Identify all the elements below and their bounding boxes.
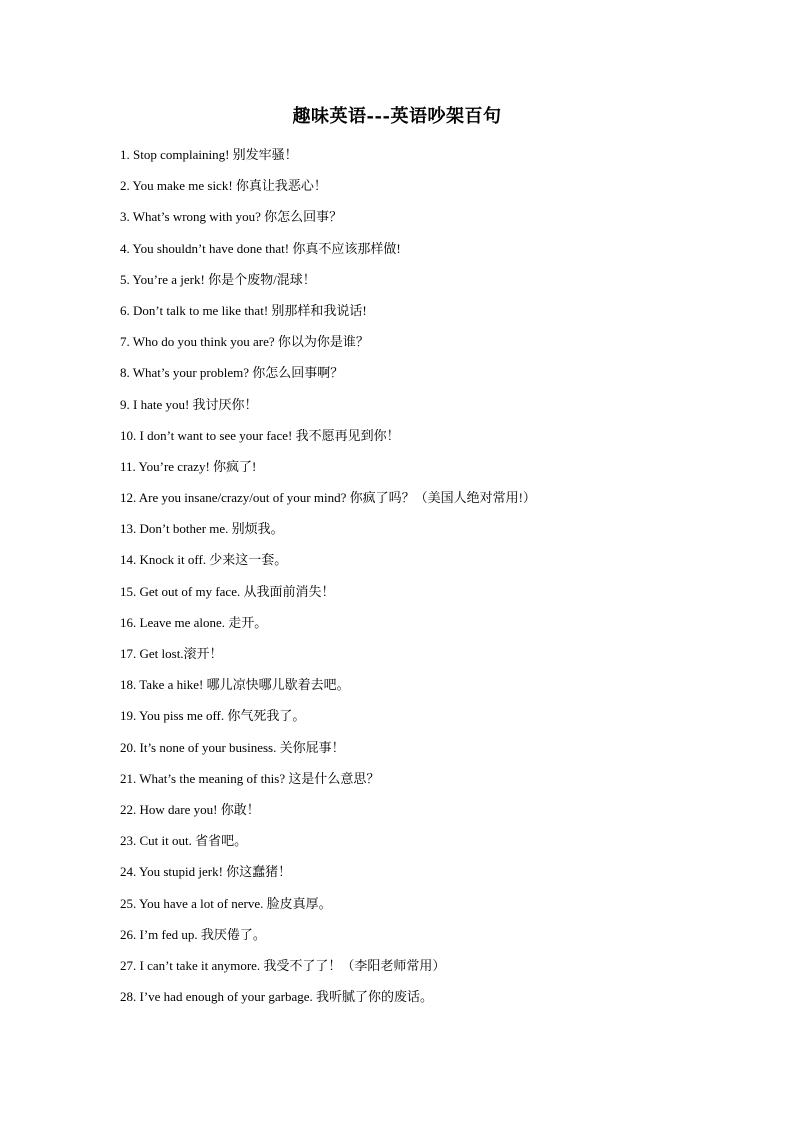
list-item: 22. How dare you! 你敢！: [120, 801, 260, 817]
list-item: 20. It’s none of your business. 关你屁事！: [120, 739, 345, 755]
list-item: 11. You’re crazy! 你疯了!: [120, 458, 257, 474]
list-item: 8. What’s your problem? 你怎么回事啊？: [120, 365, 344, 381]
list-item: 16. Leave me alone. 走开。: [120, 614, 268, 630]
list-item: 5. You’re a jerk! 你是个废物/混球！: [120, 271, 316, 287]
list-item: 23. Cut it out. 省省吧。: [120, 833, 248, 849]
list-item: 2. You make me sick! 你真让我恶心！: [120, 178, 327, 194]
list-item: 9. I hate you! 我讨厌你！: [120, 396, 258, 412]
list-item: 26. I’m fed up. 我厌倦了。: [120, 926, 266, 942]
list-item: 1. Stop complaining! 别发牢骚！: [120, 147, 298, 162]
page-title: 趣味英语---英语吵架百句: [292, 106, 502, 127]
list-item: 3. What’s wrong with you? 你怎么回事？: [120, 209, 343, 225]
list-item: 13. Don’t bother me. 别烦我。: [120, 521, 284, 537]
list-item: 17. Get lost.滚开！: [120, 646, 223, 661]
list-item: 10. I don’t want to see your face! 我不愿再见到你！: [120, 427, 400, 443]
list-item: 24. You stupid jerk! 你这蠢猪！: [120, 864, 292, 880]
list-item: 7. Who do you think you are? 你以为你是谁？: [120, 334, 369, 350]
list-item: 25. You have a lot of nerve. 脸皮真厚。: [120, 895, 332, 911]
list-item: 12. Are you insane/crazy/out of your mind? 你疯了吗？（美国人绝对常用!）: [120, 490, 536, 506]
list-item: 4. You shouldn’t have done that! 你真不应该那样做!: [120, 240, 401, 256]
list-item: 18. Take a hike! 哪儿凉快哪儿歇着去吧。: [120, 677, 350, 693]
phrase-list: [120, 143, 740, 1016]
list-item: 6. Don’t talk to me like that! 别那样和我说话!: [120, 302, 367, 318]
list-item: 19. You piss me off. 你气死我了。: [120, 708, 306, 724]
list-item: 28. I’ve had enough of your garbage. 我听腻了你的废话。: [120, 989, 434, 1005]
list-item: 21. What’s the meaning of this? 这是什么意思？: [120, 770, 380, 786]
list-item: 15. Get out of my face. 从我面前消失！: [120, 583, 335, 599]
list-item: 14. Knock it off. 少来这一套。: [120, 552, 288, 568]
list-item: 27. I can’t take it anymore. 我受不了了！（李阳老师常用）: [120, 957, 446, 973]
